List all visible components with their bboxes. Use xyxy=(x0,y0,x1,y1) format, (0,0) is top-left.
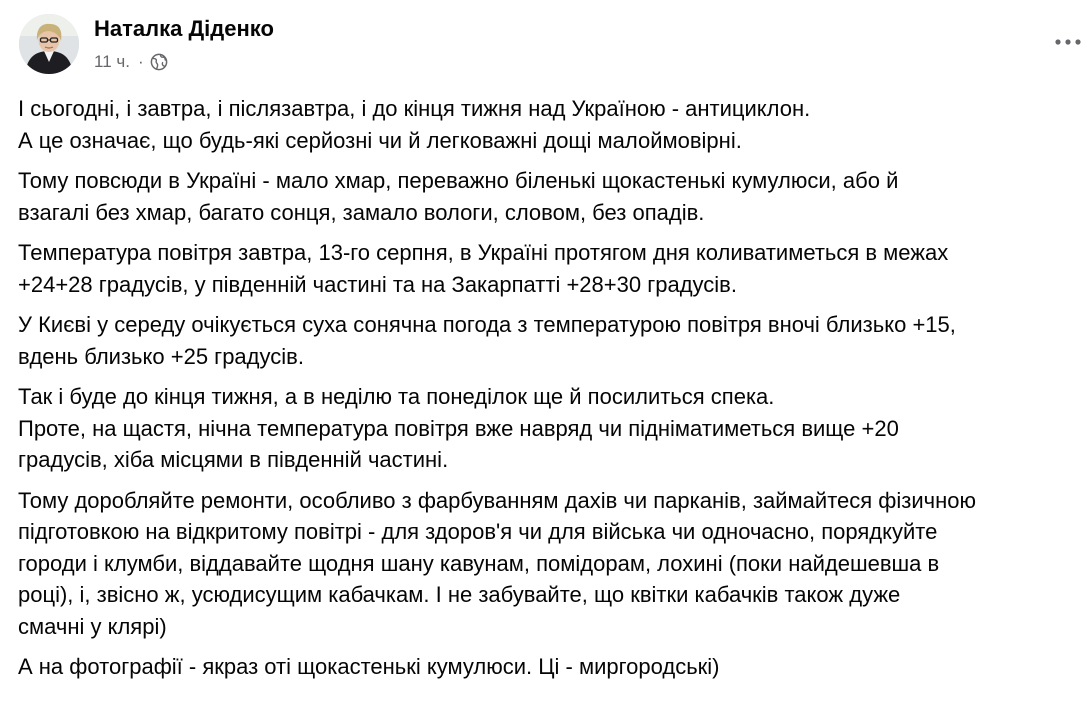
paragraph-line: Проте, на щастя, нічна температура повітря вже навряд чи підніматиметься вище +20 xyxy=(18,415,899,441)
paragraph-line: вдень близько +25 градусів. xyxy=(18,343,304,369)
paragraph-line: А це означає, що будь-які серйозні чи й легковажні дощі малоймовірні. xyxy=(18,127,742,153)
post-paragraph xyxy=(18,651,1090,683)
meta-separator: · xyxy=(137,52,144,71)
post-paragraph xyxy=(18,93,1090,156)
paragraph-line: городи і клумби, віддавайте щодня шану кавунам, помідорам, лохині (поки найдешевша в xyxy=(18,550,940,576)
avatar-image xyxy=(19,14,79,74)
paragraph-line: І сьогодні, і завтра, і післязавтра, і до кінця тижня над Україною - антициклон. xyxy=(18,96,811,121)
post-paragraph xyxy=(18,381,1090,476)
paragraph-line: взагалі без хмар, багато сонця, замало вологи, словом, без опадів. xyxy=(18,199,705,225)
paragraph-line: Тому доробляйте ремонти, особливо з фарбуванням дахів чи парканів, займайтеся фізичною xyxy=(18,487,976,513)
author-avatar[interactable] xyxy=(19,14,79,74)
post-paragraph xyxy=(18,165,1090,228)
paragraph-line: А на фотографії - якраз оті щокастенькі кумулюси. Ці - миргородські) xyxy=(18,654,720,679)
post-text xyxy=(18,93,1090,683)
paragraph-line: градусів, хіба місцями в південній частині. xyxy=(18,447,449,472)
paragraph-line: Так і буде до кінця тижня, а в неділю та понеділок ще й посилиться спека. xyxy=(18,384,775,409)
paragraph-line: +24+28 градусів, у південній частині та на Закарпатті +28+30 градусів. xyxy=(18,271,737,297)
paragraph-line: смачні у клярі) xyxy=(18,613,167,639)
paragraph-line: підготовкою на відкритому повітрі - для здоров'я чи для війська чи одночасно, порядкуйте xyxy=(18,519,938,544)
post-timestamp[interactable]: 11 ч. xyxy=(94,52,130,71)
post-paragraph xyxy=(18,237,1090,300)
paragraph-line: У Києві у середу очікується суха сонячна погода з температурою повітря вночі близько +15, xyxy=(18,312,956,337)
post-paragraph xyxy=(18,485,1090,643)
paragraph-line: році), і, звісно ж, усюдисущим кабачкам. І не забувайте, що квітки кабачків також дуже xyxy=(18,582,901,607)
paragraph-line: Тому повсюди в Україні - мало хмар, переважно біленькі щокастенькі кумулюси, або й xyxy=(18,168,899,193)
post-meta xyxy=(94,51,168,73)
globe-icon[interactable] xyxy=(150,53,168,71)
post-paragraph xyxy=(18,309,1090,372)
paragraph-line: Температура повітря завтра, 13-го серпня, в Україні протягом дня коливатиметься в межах xyxy=(18,240,949,265)
more-options-icon[interactable] xyxy=(1050,28,1086,56)
author-name[interactable]: Наталка Діденко xyxy=(94,16,274,41)
